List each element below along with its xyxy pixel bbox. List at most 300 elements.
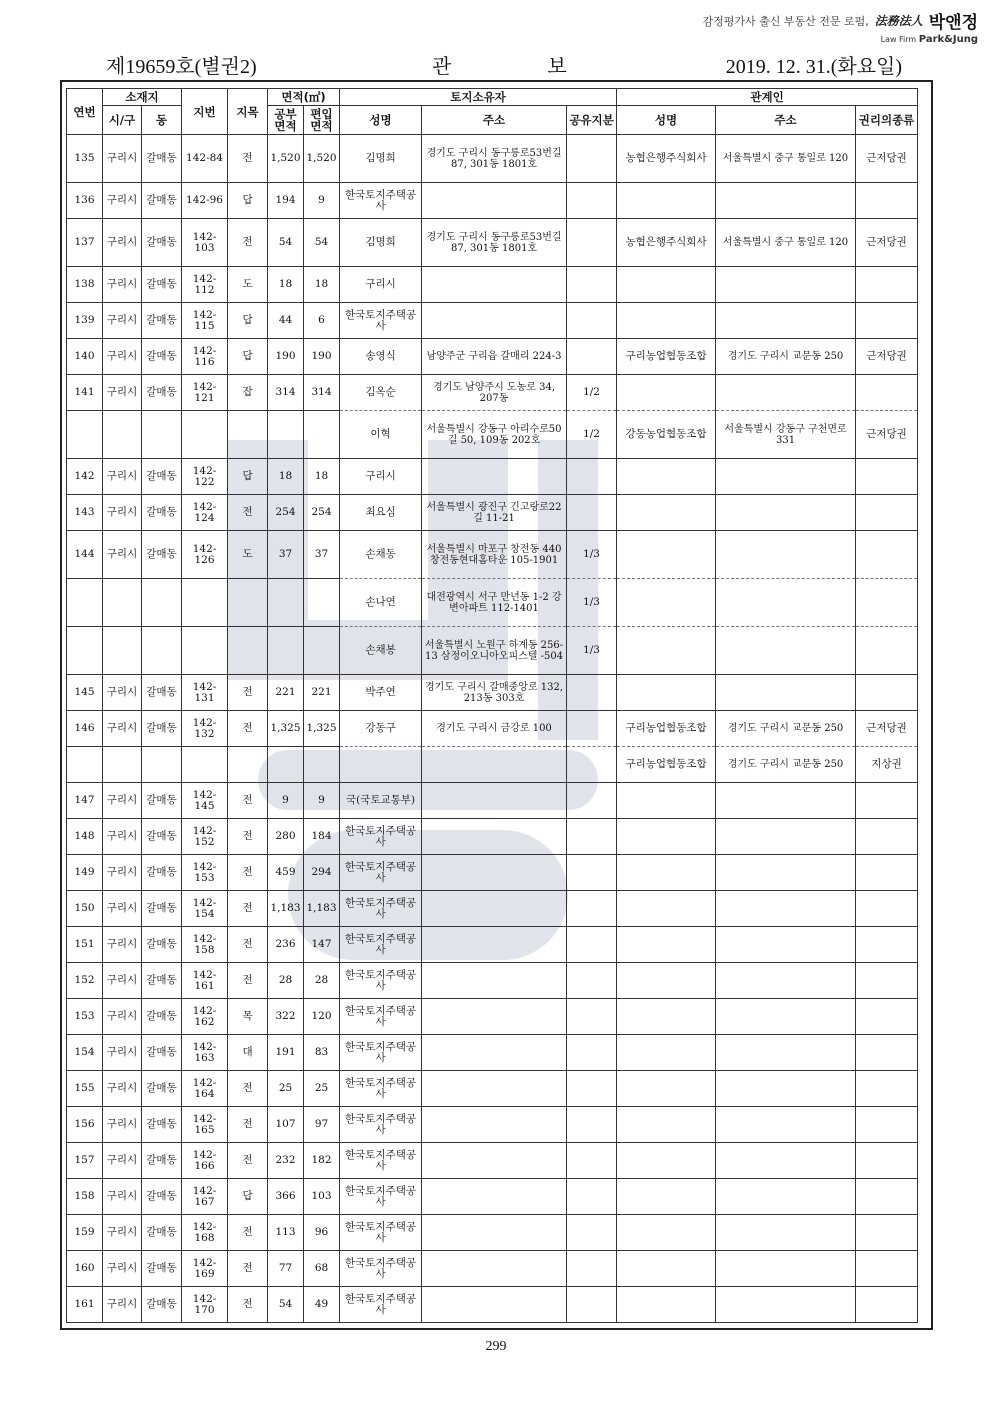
area-included: 182 xyxy=(304,1143,340,1179)
owner-address xyxy=(422,1035,567,1071)
related-name: 구리농업협동조합 xyxy=(617,747,716,783)
related-address xyxy=(716,579,856,627)
row-number: 160 xyxy=(67,1251,103,1287)
owner-address: 경기도 구리시 갈매중앙로 132, 213동 303호 xyxy=(422,675,567,711)
related-address xyxy=(716,1179,856,1215)
land-category: 전 xyxy=(228,927,268,963)
owner-name: 손채동 xyxy=(340,531,422,579)
col-lot: 지번 xyxy=(182,89,228,135)
city-cell: 구리시 xyxy=(103,183,142,219)
row-number: 142 xyxy=(67,459,103,495)
lot-number: 142-152 xyxy=(182,819,228,855)
col-city: 시/구 xyxy=(103,106,142,135)
related-name xyxy=(617,459,716,495)
lot-number: 142-124 xyxy=(182,495,228,531)
row-number: 137 xyxy=(67,219,103,267)
lot-number: 142-115 xyxy=(182,303,228,339)
table-row xyxy=(67,711,918,747)
land-category: 전 xyxy=(228,1287,268,1323)
owner-address: 서울특별시 강동구 아리수로50길 50, 109동 202호 xyxy=(422,411,567,459)
right-type xyxy=(856,963,918,999)
share-ratio xyxy=(567,1071,617,1107)
row-number: 135 xyxy=(67,135,103,183)
owner-address xyxy=(422,891,567,927)
row-number xyxy=(67,627,103,675)
lot-number: 142-132 xyxy=(182,711,228,747)
right-type: 근저당권 xyxy=(856,135,918,183)
related-name: 농협은행주식회사 xyxy=(617,135,716,183)
owner-address xyxy=(422,267,567,303)
area-included: 294 xyxy=(304,855,340,891)
share-ratio xyxy=(567,303,617,339)
col-area-public: 공부면적 xyxy=(268,106,304,135)
law-firm-branding xyxy=(702,8,978,33)
share-ratio xyxy=(567,927,617,963)
city-cell: 구리시 xyxy=(103,1287,142,1323)
owner-address: 서울특별시 광진구 긴고랑로22길 11-21 xyxy=(422,495,567,531)
city-cell: 구리시 xyxy=(103,783,142,819)
related-address xyxy=(716,675,856,711)
owner-address: 경기도 구리시 동구릉로53번길 87, 301동 1801호 xyxy=(422,219,567,267)
dong-cell: 갈매동 xyxy=(142,531,182,579)
related-address xyxy=(716,783,856,819)
table-row xyxy=(67,1215,918,1251)
table-row xyxy=(67,411,918,459)
related-name: 농협은행주식회사 xyxy=(617,219,716,267)
owner-address xyxy=(422,927,567,963)
related-address: 서울특별시 중구 통일로 120 xyxy=(716,135,856,183)
city-cell xyxy=(103,747,142,783)
city-cell: 구리시 xyxy=(103,855,142,891)
land-category: 도 xyxy=(228,267,268,303)
share-ratio xyxy=(567,135,617,183)
area-public: 113 xyxy=(268,1215,304,1251)
area-public: 1,325 xyxy=(268,711,304,747)
city-cell: 구리시 xyxy=(103,1143,142,1179)
city-cell xyxy=(103,627,142,675)
owner-name: 한국토지주택공사 xyxy=(340,303,422,339)
related-address xyxy=(716,963,856,999)
city-cell: 구리시 xyxy=(103,1071,142,1107)
owner-address xyxy=(422,855,567,891)
related-address xyxy=(716,891,856,927)
table-row xyxy=(67,267,918,303)
lot-number: 142-163 xyxy=(182,1035,228,1071)
col-dong: 동 xyxy=(142,106,182,135)
owner-name xyxy=(340,747,422,783)
area-public xyxy=(268,627,304,675)
dong-cell: 갈매동 xyxy=(142,1287,182,1323)
table-row xyxy=(67,627,918,675)
city-cell: 구리시 xyxy=(103,963,142,999)
area-included xyxy=(304,579,340,627)
area-public: 1,520 xyxy=(268,135,304,183)
dong-cell: 갈매동 xyxy=(142,1179,182,1215)
lot-number: 142-166 xyxy=(182,1143,228,1179)
area-public: 9 xyxy=(268,783,304,819)
area-included: 120 xyxy=(304,999,340,1035)
brand-firm-name: 박앤정 xyxy=(928,13,978,33)
right-type xyxy=(856,267,918,303)
area-public: 314 xyxy=(268,375,304,411)
related-address xyxy=(716,531,856,579)
col-share: 공유지분 xyxy=(567,106,617,135)
area-included: 9 xyxy=(304,783,340,819)
land-category: 전 xyxy=(228,135,268,183)
col-owner-address: 주소 xyxy=(422,106,567,135)
table-row xyxy=(67,339,918,375)
owner-address xyxy=(422,999,567,1035)
land-category xyxy=(228,627,268,675)
dong-cell: 갈매동 xyxy=(142,267,182,303)
col-owner-name: 성명 xyxy=(340,106,422,135)
table-row xyxy=(67,219,918,267)
table-row xyxy=(67,579,918,627)
brand-firm-hanja: 法務法人 xyxy=(874,14,923,28)
right-type xyxy=(856,783,918,819)
land-category: 전 xyxy=(228,219,268,267)
dong-cell: 갈매동 xyxy=(142,495,182,531)
area-included: 190 xyxy=(304,339,340,375)
table-row xyxy=(67,531,918,579)
dong-cell xyxy=(142,747,182,783)
area-public: 322 xyxy=(268,999,304,1035)
area-public: 236 xyxy=(268,927,304,963)
right-type xyxy=(856,1251,918,1287)
row-number: 145 xyxy=(67,675,103,711)
land-category: 답 xyxy=(228,1179,268,1215)
share-ratio xyxy=(567,1287,617,1323)
dong-cell: 갈매동 xyxy=(142,819,182,855)
related-name xyxy=(617,1071,716,1107)
table-row xyxy=(67,855,918,891)
area-included: 147 xyxy=(304,927,340,963)
owner-address xyxy=(422,1071,567,1107)
col-area-included: 편입면적 xyxy=(304,106,340,135)
right-type xyxy=(856,1035,918,1071)
header-row-1 xyxy=(67,89,918,106)
share-ratio xyxy=(567,1035,617,1071)
lot-number: 142-165 xyxy=(182,1107,228,1143)
area-included: 314 xyxy=(304,375,340,411)
city-cell: 구리시 xyxy=(103,1179,142,1215)
dong-cell: 갈매동 xyxy=(142,375,182,411)
area-public: 280 xyxy=(268,819,304,855)
row-number: 155 xyxy=(67,1071,103,1107)
table-row xyxy=(67,1035,918,1071)
area-public: 18 xyxy=(268,267,304,303)
owner-name: 김옥순 xyxy=(340,375,422,411)
table-row xyxy=(67,1071,918,1107)
right-type xyxy=(856,579,918,627)
owner-address xyxy=(422,1107,567,1143)
related-address xyxy=(716,927,856,963)
row-number: 146 xyxy=(67,711,103,747)
table-row xyxy=(67,963,918,999)
row-number: 139 xyxy=(67,303,103,339)
col-owner-group: 토지소유자 xyxy=(340,89,617,106)
city-cell: 구리시 xyxy=(103,267,142,303)
right-type xyxy=(856,1287,918,1323)
issue-date: 2019. 12. 31.(화요일) xyxy=(725,56,902,78)
lot-number: 142-162 xyxy=(182,999,228,1035)
owner-address xyxy=(422,747,567,783)
dong-cell: 갈매동 xyxy=(142,1107,182,1143)
area-included: 221 xyxy=(304,675,340,711)
land-category: 목 xyxy=(228,999,268,1035)
city-cell: 구리시 xyxy=(103,531,142,579)
related-name xyxy=(617,783,716,819)
city-cell: 구리시 xyxy=(103,927,142,963)
right-type xyxy=(856,495,918,531)
related-name xyxy=(617,1179,716,1215)
related-name xyxy=(617,855,716,891)
related-name xyxy=(617,183,716,219)
related-address xyxy=(716,495,856,531)
related-address: 서울특별시 중구 통일로 120 xyxy=(716,219,856,267)
city-cell: 구리시 xyxy=(103,1107,142,1143)
share-ratio: 1/3 xyxy=(567,531,617,579)
table-row xyxy=(67,999,918,1035)
land-category: 전 xyxy=(228,891,268,927)
owner-address: 경기도 남양주시 도농로 34, 207동 xyxy=(422,375,567,411)
land-category: 전 xyxy=(228,711,268,747)
related-name xyxy=(617,1143,716,1179)
area-included: 9 xyxy=(304,183,340,219)
city-cell: 구리시 xyxy=(103,219,142,267)
row-number: 143 xyxy=(67,495,103,531)
dong-cell: 갈매동 xyxy=(142,459,182,495)
lot-number: 142-167 xyxy=(182,1179,228,1215)
right-type xyxy=(856,1071,918,1107)
share-ratio xyxy=(567,1179,617,1215)
right-type: 근저당권 xyxy=(856,339,918,375)
owner-name: 구리시 xyxy=(340,267,422,303)
related-name xyxy=(617,1287,716,1323)
land-category: 전 xyxy=(228,675,268,711)
area-included: 1,183 xyxy=(304,891,340,927)
share-ratio: 1/3 xyxy=(567,579,617,627)
lot-number: 142-112 xyxy=(182,267,228,303)
area-included: 28 xyxy=(304,963,340,999)
owner-address xyxy=(422,1179,567,1215)
row-number: 138 xyxy=(67,267,103,303)
dong-cell: 갈매동 xyxy=(142,927,182,963)
owner-name: 한국토지주택공사 xyxy=(340,1107,422,1143)
land-category xyxy=(228,747,268,783)
owner-name: 강동구 xyxy=(340,711,422,747)
col-no: 연번 xyxy=(67,89,103,135)
table-row xyxy=(67,375,918,411)
related-address xyxy=(716,1071,856,1107)
related-name xyxy=(617,963,716,999)
share-ratio xyxy=(567,819,617,855)
lot-number: 142-168 xyxy=(182,1215,228,1251)
dong-cell xyxy=(142,579,182,627)
area-included: 1,325 xyxy=(304,711,340,747)
share-ratio xyxy=(567,495,617,531)
table-row xyxy=(67,1287,918,1323)
share-ratio xyxy=(567,675,617,711)
table-row xyxy=(67,135,918,183)
right-type xyxy=(856,999,918,1035)
area-public xyxy=(268,579,304,627)
dong-cell: 갈매동 xyxy=(142,1035,182,1071)
right-type xyxy=(856,303,918,339)
related-name xyxy=(617,267,716,303)
related-address xyxy=(716,855,856,891)
lot-number xyxy=(182,627,228,675)
area-public: 232 xyxy=(268,1143,304,1179)
owner-name: 한국토지주택공사 xyxy=(340,183,422,219)
row-number: 151 xyxy=(67,927,103,963)
right-type xyxy=(856,927,918,963)
right-type: 근저당권 xyxy=(856,219,918,267)
area-public: 77 xyxy=(268,1251,304,1287)
area-included: 97 xyxy=(304,1107,340,1143)
city-cell: 구리시 xyxy=(103,1035,142,1071)
related-name xyxy=(617,1251,716,1287)
lot-number: 142-164 xyxy=(182,1071,228,1107)
land-category: 답 xyxy=(228,459,268,495)
owner-address xyxy=(422,183,567,219)
land-category: 전 xyxy=(228,1071,268,1107)
table-row xyxy=(67,303,918,339)
area-included: 68 xyxy=(304,1251,340,1287)
owner-name: 한국토지주택공사 xyxy=(340,999,422,1035)
lot-number: 142-121 xyxy=(182,375,228,411)
owner-name: 국(국토교통부) xyxy=(340,783,422,819)
table-row xyxy=(67,1143,918,1179)
related-name xyxy=(617,1215,716,1251)
table-row xyxy=(67,891,918,927)
area-included: 83 xyxy=(304,1035,340,1071)
col-right-type: 권리의종류 xyxy=(856,106,918,135)
share-ratio xyxy=(567,855,617,891)
row-number xyxy=(67,747,103,783)
area-included: 96 xyxy=(304,1215,340,1251)
owner-address xyxy=(422,1215,567,1251)
city-cell: 구리시 xyxy=(103,339,142,375)
owner-address: 남양주군 구리읍 갈매리 224-3 xyxy=(422,339,567,375)
brand-tagline: 감정평가사 출신 부동산 전문 로펌, xyxy=(702,14,869,28)
city-cell xyxy=(103,411,142,459)
city-cell: 구리시 xyxy=(103,135,142,183)
owner-address: 서울특별시 노원구 하계동 256-13 삼정이오니아오피스텔 -504 xyxy=(422,627,567,675)
right-type xyxy=(856,1107,918,1143)
related-address xyxy=(716,1143,856,1179)
related-name xyxy=(617,579,716,627)
related-name xyxy=(617,627,716,675)
issue-number: 제19659호(별권2) xyxy=(106,56,257,78)
row-number xyxy=(67,411,103,459)
land-category: 도 xyxy=(228,531,268,579)
city-cell: 구리시 xyxy=(103,1251,142,1287)
land-category: 대 xyxy=(228,1035,268,1071)
owner-address xyxy=(422,819,567,855)
city-cell: 구리시 xyxy=(103,711,142,747)
land-category: 전 xyxy=(228,783,268,819)
owner-name: 한국토지주택공사 xyxy=(340,1035,422,1071)
dong-cell: 갈매동 xyxy=(142,219,182,267)
land-category: 전 xyxy=(228,963,268,999)
lot-number: 142-96 xyxy=(182,183,228,219)
related-address xyxy=(716,267,856,303)
land-category: 답 xyxy=(228,183,268,219)
city-cell: 구리시 xyxy=(103,495,142,531)
owner-address xyxy=(422,783,567,819)
city-cell: 구리시 xyxy=(103,819,142,855)
row-number: 147 xyxy=(67,783,103,819)
right-type xyxy=(856,627,918,675)
land-category: 전 xyxy=(228,1215,268,1251)
related-address: 경기도 구리시 교문동 250 xyxy=(716,711,856,747)
lot-number: 142-145 xyxy=(182,783,228,819)
land-category: 전 xyxy=(228,855,268,891)
area-public: 191 xyxy=(268,1035,304,1071)
share-ratio xyxy=(567,1143,617,1179)
area-public: 194 xyxy=(268,183,304,219)
owner-address xyxy=(422,1251,567,1287)
owner-address xyxy=(422,1287,567,1323)
owner-name: 손채봉 xyxy=(340,627,422,675)
right-type xyxy=(856,1215,918,1251)
area-included: 49 xyxy=(304,1287,340,1323)
col-area: 면적(㎡) xyxy=(268,89,340,106)
area-public xyxy=(268,747,304,783)
owner-address: 서울특별시 마포구 창전동 440 창전동현대홈타운 105-1901 xyxy=(422,531,567,579)
row-number: 152 xyxy=(67,963,103,999)
related-name xyxy=(617,819,716,855)
related-address: 서울특별시 강동구 구천면로 331 xyxy=(716,411,856,459)
dong-cell: 갈매동 xyxy=(142,183,182,219)
lot-number: 142-116 xyxy=(182,339,228,375)
related-name xyxy=(617,999,716,1035)
gazette-title: 관보 xyxy=(432,56,663,78)
col-category: 지목 xyxy=(228,89,268,135)
table-row xyxy=(67,819,918,855)
lot-number: 142-122 xyxy=(182,459,228,495)
table-row xyxy=(67,183,918,219)
table-row xyxy=(67,675,918,711)
area-included: 254 xyxy=(304,495,340,531)
land-category: 전 xyxy=(228,1107,268,1143)
dong-cell: 갈매동 xyxy=(142,891,182,927)
right-type xyxy=(856,183,918,219)
dong-cell: 갈매동 xyxy=(142,303,182,339)
city-cell: 구리시 xyxy=(103,1215,142,1251)
right-type xyxy=(856,855,918,891)
related-name xyxy=(617,891,716,927)
owner-address xyxy=(422,963,567,999)
right-type: 지상권 xyxy=(856,747,918,783)
area-public: 25 xyxy=(268,1071,304,1107)
share-ratio xyxy=(567,183,617,219)
brand-en-name: Park&Jung xyxy=(918,34,978,45)
table-row xyxy=(67,495,918,531)
dong-cell: 갈매동 xyxy=(142,1215,182,1251)
lot-number: 142-158 xyxy=(182,927,228,963)
owner-address: 경기도 구리시 금강로 100 xyxy=(422,711,567,747)
land-category: 답 xyxy=(228,303,268,339)
page-number: 299 xyxy=(485,1339,507,1354)
lot-number xyxy=(182,411,228,459)
related-name xyxy=(617,675,716,711)
city-cell: 구리시 xyxy=(103,375,142,411)
row-number: 140 xyxy=(67,339,103,375)
area-included: 1,520 xyxy=(304,135,340,183)
owner-address xyxy=(422,1143,567,1179)
